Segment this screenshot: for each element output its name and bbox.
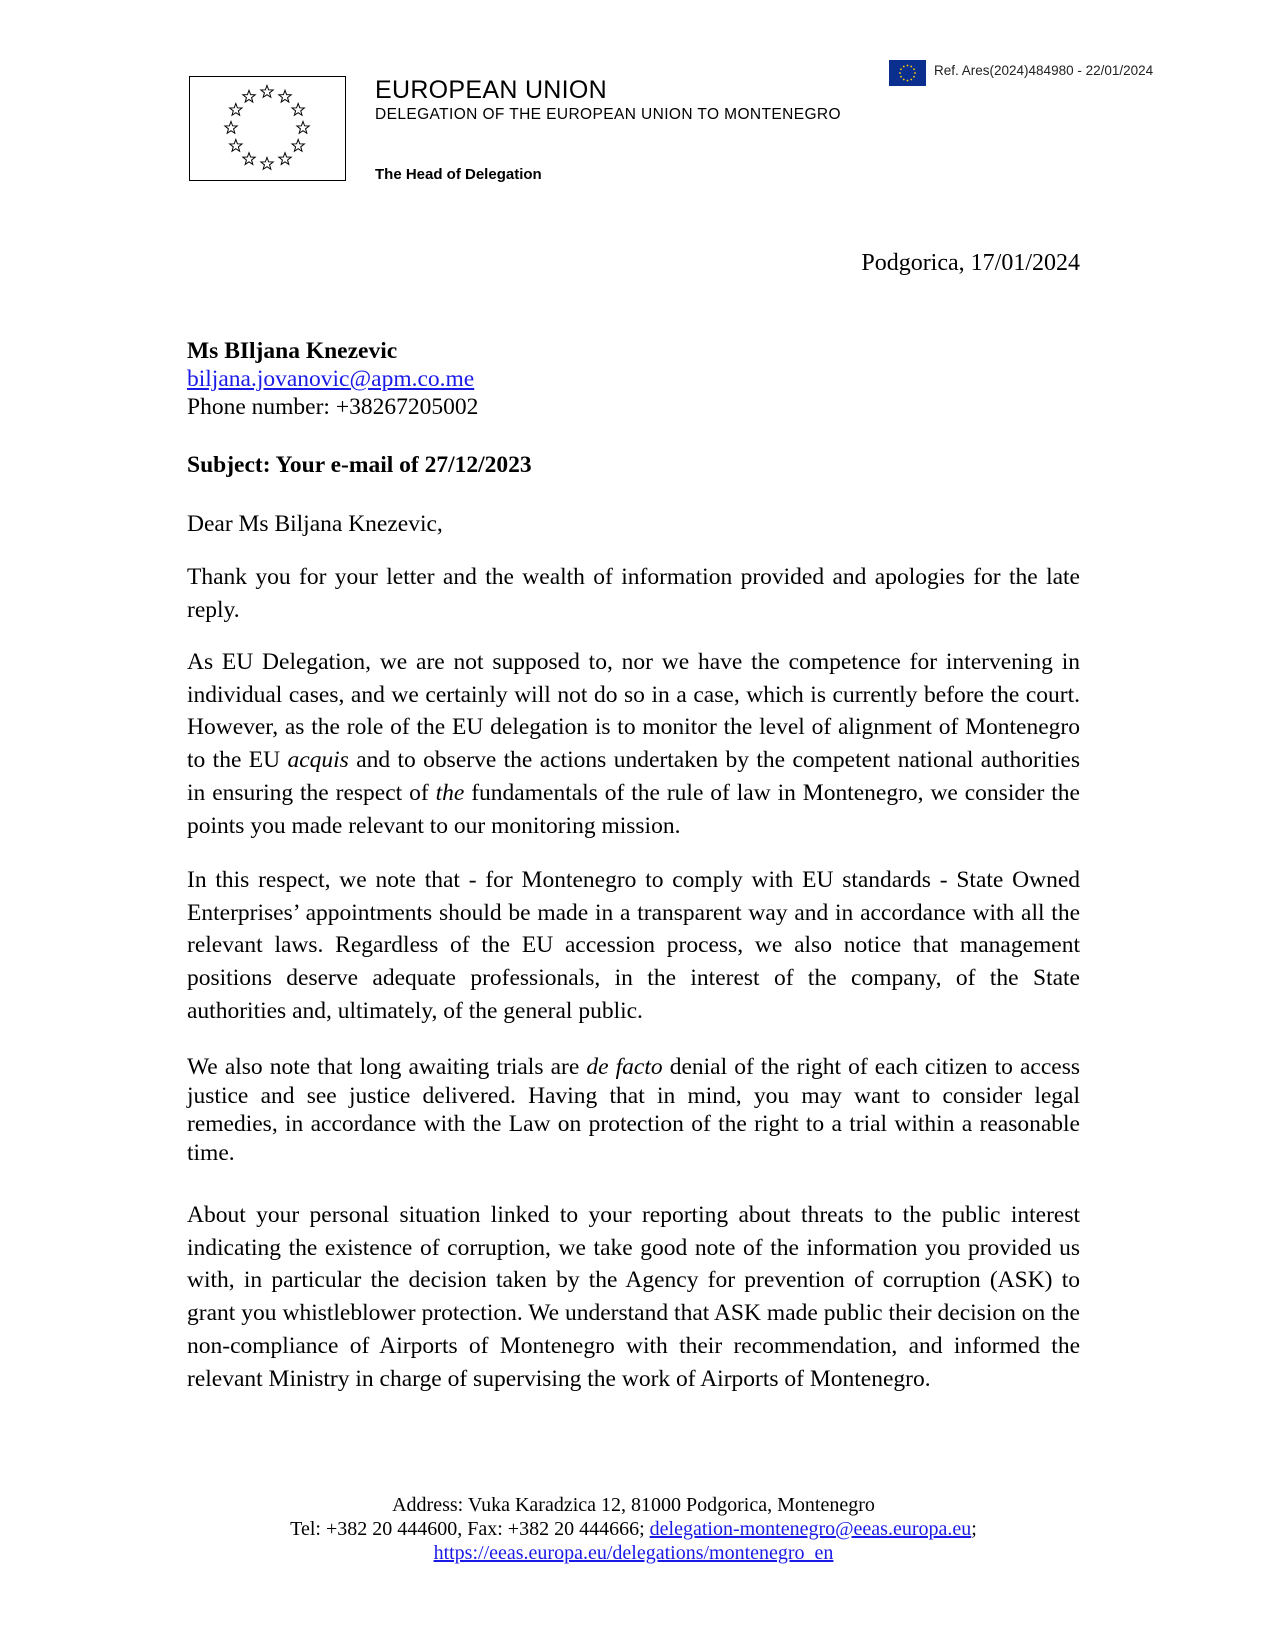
logo-star <box>261 158 273 170</box>
paragraph-trials <box>187 1053 1080 1167</box>
flag-star <box>907 80 909 82</box>
org-name: EUROPEAN UNION <box>375 76 608 104</box>
footer-tel-fax: Tel: +382 20 444600, Fax: +382 20 444666; <box>290 1518 650 1540</box>
flag-star <box>913 68 915 70</box>
footer-contact <box>187 1517 1080 1541</box>
logo-star <box>279 90 291 102</box>
flag-star <box>907 65 909 67</box>
paragraph-text: fundamentals of the rule of law in Montenegro, we consider the points you made relevant to our monitoring mission. <box>187 779 1080 839</box>
recipient-phone: Phone number: +38267205002 <box>187 394 479 420</box>
flag-star <box>899 72 901 74</box>
footer-email-link[interactable]: delegation-montenegro@eeas.europa.eu <box>649 1518 972 1540</box>
flag-star <box>903 79 905 81</box>
paragraph-text: and to observe the actions undertaken by the competent national authorities in ensuring the respect of <box>187 747 1080 806</box>
logo-star <box>230 104 242 116</box>
flag-star <box>914 72 916 74</box>
subject-line: Subject: Your e-mail of 27/12/2023 <box>187 452 532 478</box>
emphasis-acquis: acquis <box>287 747 349 774</box>
footer-website-link[interactable]: https://eeas.europa.eu/delegations/montenegro_en <box>433 1542 834 1564</box>
letter-date: Podgorica, 17/01/2024 <box>861 250 1080 276</box>
recipient-email-link[interactable]: biljana.jovanovic@apm.co.me <box>187 366 475 392</box>
logo-star <box>279 153 291 165</box>
logo-star <box>230 140 242 152</box>
ares-reference: Ref. Ares(2024)484980 - 22/01/2024 <box>934 63 1154 78</box>
head-of-delegation-title: The Head of Delegation <box>375 166 542 183</box>
eu-flag-icon <box>889 60 926 86</box>
flag-star <box>903 66 905 68</box>
logo-star <box>243 90 255 102</box>
flag-star <box>910 79 912 81</box>
flag-star <box>900 76 902 78</box>
paragraph-soe-appointments: In this respect, we note that - for Montenegro to comply with EU standards - State Owned Enterprises’ appointments should be made in a transparent way and in accordance with all the relevant laws. Regardless of the EU accession process, we also notice that management positions deserve adequate professionals, in the interest of the company, of the State authorities and, ultimately, of the general public. <box>187 867 1080 1024</box>
paragraph-text: denial of the right of each citizen to access justice and see justice delivered. Having that in mind, you may want to consider legal remedies, in accordance with the Law on protection of the right to a trial within a reasonable time. <box>187 1054 1081 1166</box>
footer-email-suffix: ; <box>971 1518 977 1540</box>
footer-address: Address: Vuka Karadzica 12, 81000 Podgorica, Montenegro <box>392 1494 875 1516</box>
paragraph-text: As EU Delegation, we are not supposed to, nor we have the competence for intervening in individual cases, and we certainly will not do so in a case, which is currently before the court. However, as the role of the EU delegation is to monitor the level of alignment of Montenegro to the EU <box>187 649 1080 774</box>
paragraph-competence <box>187 646 1080 842</box>
logo-star <box>297 122 309 134</box>
paragraph-text: We also note that long awaiting trials are <box>187 1054 587 1080</box>
salutation: Dear Ms Biljana Knezevic, <box>187 511 443 537</box>
logo-star <box>261 86 273 98</box>
flag-star <box>900 68 902 70</box>
logo-star <box>292 104 304 116</box>
eu-logo <box>189 76 346 181</box>
recipient-name: Ms BIljana Knezevic <box>187 338 398 364</box>
flag-star <box>913 76 915 78</box>
footer <box>187 1493 1080 1565</box>
delegation-name: DELEGATION OF THE EUROPEAN UNION TO MONTENEGRO <box>375 106 841 123</box>
emphasis-de-facto: de facto <box>586 1054 663 1080</box>
logo-star <box>225 122 237 134</box>
logo-star <box>292 140 304 152</box>
paragraph-thanks: Thank you for your letter and the wealth of information provided and apologies for the late reply. <box>187 564 1080 623</box>
emphasis-the: the <box>435 779 465 806</box>
eu-stars-icon <box>190 77 344 179</box>
logo-star <box>243 153 255 165</box>
flag-star <box>910 66 912 68</box>
paragraph-personal-situation: About your personal situation linked to your reporting about threats to the public interest indicating the existence of corruption, we take good note of the information you provided us with, in particular the decision taken by the Agency for prevention of corruption (ASK) to grant you whistleblower protection. We understand that ASK made public their decision on the non-compliance of Airports of Montenegro with their recommendation, and informed the relevant Ministry in charge of supervising the work of Airports of Montenegro. <box>187 1202 1080 1392</box>
